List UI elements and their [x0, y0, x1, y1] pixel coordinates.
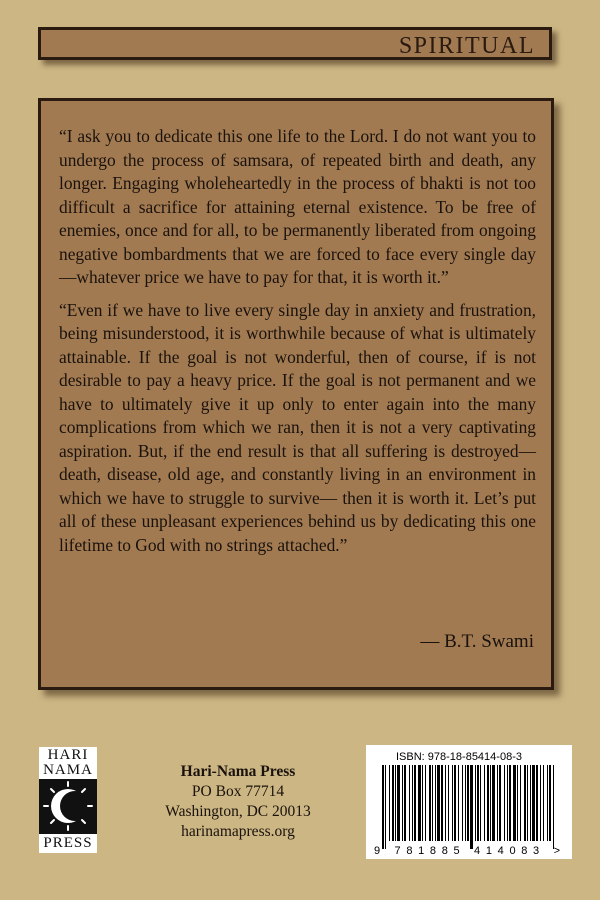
publisher-address-line-2: Washington, DC 20013	[165, 803, 311, 820]
quote-paragraph-1: “I ask you to dedicate this one life to the Lord. I do not want you to undergo the process of samsara, of repeated birth and death, any longer. Engaging wholeheartedly in the process of bhakti is not too difficult a sacrifice for attaining eternal existence. To be free of enemies, once and for all, to be permanently liberated from ongoing negative bombardments that we are forced to face every single day—whatever price we have to pay for that, it is worth it.”	[59, 126, 536, 287]
barcode-bar	[536, 765, 538, 841]
barcode-bar	[409, 765, 410, 841]
barcode-bar	[517, 765, 518, 841]
barcode-graphic	[374, 765, 564, 857]
barcode-bar	[458, 765, 459, 841]
barcode-bar	[412, 765, 413, 841]
quote-paragraph-2: “Even if we have to live every single day in anxiety and frustration, being misunderstood, it is worthwhile because of what is ultimately attainable. If the goal is not wonderful, then of course, if is not desirable to pay a heavy price. If the goal is not permanent and we have to ultimately give it up only to enter again into the many complications from which we ran, then it is not a very captivating aspiration. But, if the end result is that all suffering is destroyed—death, disease, old age, and constantly living in an environment in which we have to struggle to survive— then it is worth it. Let’s put all of these unpleasant experiences behind us by dedicating this one lifetime to God with no strings attached.”	[59, 299, 536, 555]
barcode-bar	[397, 765, 400, 841]
logo-word-hari: HARI	[47, 747, 89, 763]
barcode-bar	[462, 765, 463, 841]
barcode-bar	[475, 765, 476, 841]
barcode-bar	[509, 765, 511, 841]
isbn-label: ISBN: 978-18-85414-08-3	[396, 751, 522, 763]
barcode-bar	[527, 765, 528, 841]
barcode-bar	[454, 765, 456, 841]
barcode-bar	[404, 765, 406, 841]
moon-emblem-icon	[39, 779, 97, 834]
logo-word-press: PRESS	[43, 835, 93, 851]
barcode-bar	[382, 765, 384, 849]
barcode-bar	[465, 765, 466, 841]
barcode-bar	[435, 765, 436, 841]
barcode-bar	[429, 765, 431, 841]
barcode-bar	[507, 765, 508, 841]
barcode-bar	[492, 765, 495, 841]
barcode-bar	[543, 765, 544, 841]
barcode-bar	[520, 765, 521, 841]
barcode-bar	[441, 765, 443, 841]
barcode-bar	[385, 765, 386, 849]
barcode-bar	[432, 765, 433, 841]
barcode-bar	[395, 765, 396, 841]
barcode-bar	[467, 765, 469, 841]
quote-attribution: — B.T. Swami	[420, 631, 534, 652]
barcode-bar	[477, 765, 479, 841]
barcode-bar	[422, 765, 423, 841]
publisher-logo	[39, 747, 97, 853]
barcode-digits: 9 781885 414083 >	[374, 845, 560, 857]
isbn-barcode	[366, 745, 572, 859]
barcode-bar	[504, 765, 505, 841]
barcode-bar	[437, 765, 440, 841]
barcode-bar	[480, 765, 481, 841]
category-label: SPIRITUAL	[398, 33, 535, 59]
quote-panel	[38, 98, 554, 690]
barcode-bar	[414, 765, 416, 841]
barcode-bar	[452, 765, 453, 841]
logo-word-nama: NAMA	[43, 762, 93, 778]
barcode-bar	[418, 765, 421, 841]
barcode-bar	[524, 765, 526, 841]
barcode-bar	[497, 765, 498, 841]
publisher-address-line-1: PO Box 77714	[191, 783, 285, 800]
publisher-info	[140, 762, 336, 842]
barcode-bar	[547, 765, 548, 841]
barcode-bar	[499, 765, 501, 841]
barcode-bar	[402, 765, 403, 841]
barcode-bar	[445, 765, 446, 841]
publisher-website: harinamapress.org	[181, 823, 295, 840]
barcode-bar	[540, 765, 541, 841]
barcode-bar	[490, 765, 491, 841]
barcode-bar	[484, 765, 485, 841]
barcode-bar	[425, 765, 426, 841]
barcode-bar	[487, 765, 489, 841]
barcode-bar	[448, 765, 449, 841]
barcode-bar	[392, 765, 394, 841]
barcode-bar	[530, 765, 531, 841]
barcode-bar	[532, 765, 535, 841]
publisher-name: Hari-Nama Press	[180, 763, 296, 780]
category-banner	[38, 27, 552, 60]
barcode-bar	[470, 765, 473, 849]
barcode-bar	[549, 765, 551, 841]
barcode-bar	[553, 765, 554, 849]
barcode-bar	[513, 765, 516, 841]
barcode-bar	[389, 765, 390, 841]
